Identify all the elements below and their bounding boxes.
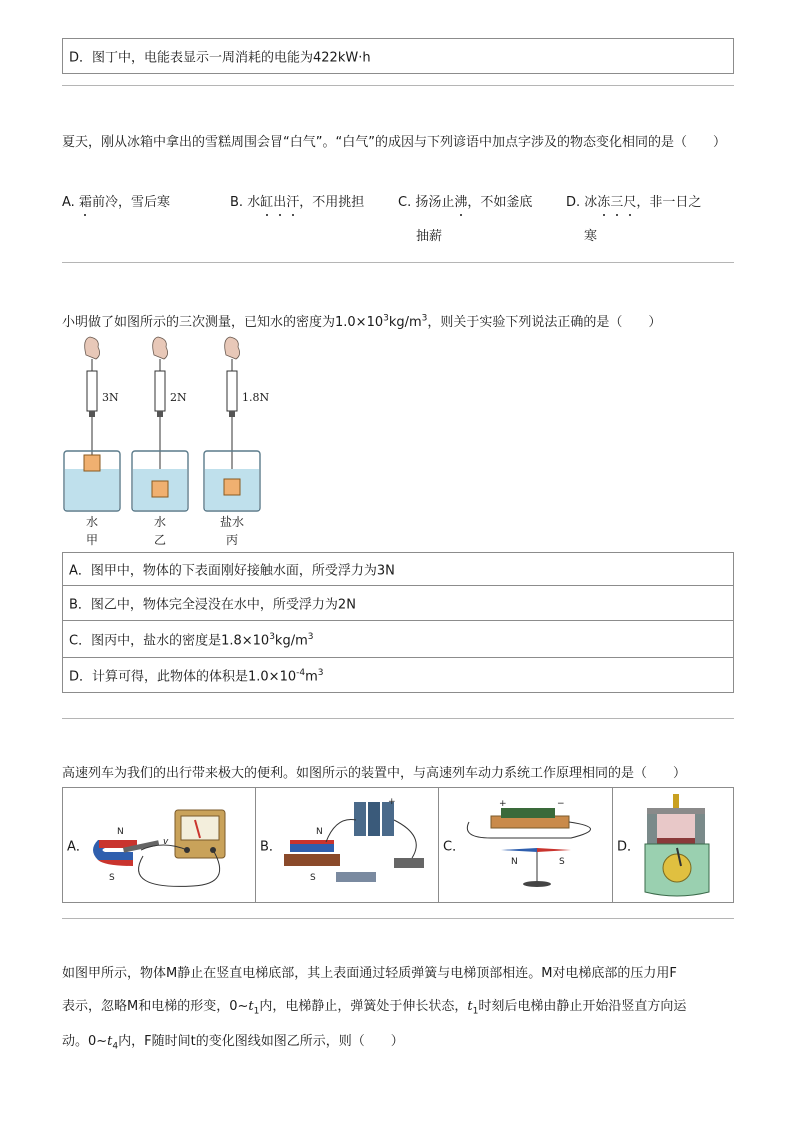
magnet-ammeter-icon [83, 800, 253, 894]
scale-reading: 1.8N [242, 391, 270, 404]
divider [62, 918, 734, 919]
prev-option-d: D．图丁中，电能表显示一周消耗的电能为422kW·h [69, 50, 371, 66]
option-text: 扬汤止 [415, 195, 455, 210]
option-text: A．图甲中，物体的下表面刚好接触水面，所受浮力为3N [69, 563, 395, 579]
q2-options-table [62, 552, 734, 693]
divider [62, 718, 734, 719]
q1-option-c[interactable] [398, 191, 532, 210]
q4-line1: 如图甲所示，物体M静止在竖直电梯底部，其上表面通过轻质弹簧与电梯顶部相连。M对电梯底部的压力用F [62, 966, 677, 981]
q3-mark-s: S [109, 873, 115, 883]
q3-mark-plus: + [499, 799, 507, 809]
dotted-char: 汗 [286, 191, 299, 210]
q1-option-b[interactable] [230, 191, 364, 210]
scale-reading: 2N [170, 391, 187, 404]
scale-body [155, 371, 165, 411]
dotted-char: 冻 [597, 191, 610, 210]
hand-icon [153, 337, 168, 359]
liquid-label: 盐水 [219, 515, 245, 529]
q3-stem: 高速列车为我们的出行带来极大的便利。如图所示的装置中，与高速列车动力系统工作原理相同的是（ ） [62, 766, 687, 781]
q1-option-d[interactable] [566, 191, 701, 210]
q3-mark-n: N [316, 827, 323, 837]
q3-mark-n: N [117, 827, 124, 837]
dotted-char: 三 [610, 191, 623, 210]
cube [152, 481, 168, 497]
prev-option-d-box [62, 38, 734, 74]
divider [62, 85, 734, 86]
option-prefix: D. [566, 195, 585, 210]
q2-option-d[interactable] [62, 657, 734, 693]
q3-mark-n: N [511, 857, 518, 867]
option-text: 前冷，雪后寒 [91, 195, 170, 210]
dotted-char: 尺 [623, 191, 636, 210]
scale-body [227, 371, 237, 411]
dotted-char: 缸 [260, 191, 273, 210]
q3-mark-plus: + [388, 797, 396, 807]
q3-mark-minus: − [557, 799, 565, 809]
q4-line3: 动。$0\sim t_4$内，F随时间t的变化图线如图乙所示，则（ ） [62, 1034, 404, 1052]
scale-reading: 3N [102, 391, 119, 404]
option-prefix: C. [398, 195, 416, 210]
dotted-char: 霜 [79, 191, 92, 210]
liquid-label: 水 [153, 515, 167, 529]
q2-option-c[interactable] [62, 620, 734, 658]
cube [224, 479, 240, 495]
q3-mark-v: v [163, 837, 169, 847]
q2-stem: 小明做了如图所示的三次测量，已知水的密度为$1.0\times 10^3kg/m^3$，则关于实验下列说法正确的是（ ） [62, 313, 662, 330]
q3-option-b[interactable]: B． N S + [256, 788, 439, 902]
engine-cylinder-icon [637, 792, 717, 900]
q2-option-b[interactable] [62, 585, 734, 621]
q3-option-a[interactable]: A． N S v [63, 788, 256, 902]
option-text: ，不用挑担 [299, 195, 365, 210]
option-prefix: B. [230, 195, 248, 210]
option-text: D．计算可得，此物体的体积是$1.0\times 10^{-4}m^3$ [69, 668, 324, 685]
hand-icon [225, 337, 240, 359]
hand-icon [85, 337, 100, 359]
q1-option-c-cont: 抽薪 [416, 229, 443, 244]
liquid-label: 水 [85, 515, 99, 529]
cube [84, 455, 100, 471]
figure-label: 丙 [225, 533, 239, 547]
scale-base [89, 411, 95, 417]
option-text: 冰 [584, 195, 598, 210]
option-text: C．图丙中，盐水的密度是$1.8\times 10^3kg/m^3$ [69, 632, 314, 649]
q3-options-grid [62, 787, 734, 903]
battery-motor-icon [276, 796, 436, 896]
figure-label: 乙 [153, 533, 167, 547]
scale-body [87, 371, 97, 411]
figure-label: 甲 [85, 533, 99, 547]
q3-option-d[interactable]: D． [613, 788, 735, 902]
q1-stem: 夏天，刚从冰箱中拿出的雪糕周围会冒“白气”。“白气”的成因与下列谚语中加点字涉及的物态变化相同的是（ ） [62, 135, 726, 150]
q3-mark-s: S [559, 857, 565, 867]
option-text: ，不如釜底 [467, 195, 533, 210]
dotted-char: 沸 [454, 191, 467, 210]
q1-option-d-cont: 寒 [584, 229, 598, 244]
option-prefix: A. [62, 195, 79, 210]
option-text: 水 [247, 195, 261, 210]
q4-line2: 表示，忽略M和电梯的形变，$0\sim t_1$内，电梯静止，弹簧处于伸长状态，$t_1$时刻后电梯由静止开始沿竖直方向运 [62, 999, 687, 1017]
liquid [65, 469, 119, 510]
divider [62, 262, 734, 263]
q1-option-a[interactable] [62, 191, 170, 210]
q3-option-c[interactable]: C． N S + − [439, 788, 613, 902]
option-text: ，非一日之 [636, 195, 702, 210]
dotted-char: 出 [273, 191, 286, 210]
scale-base [229, 411, 235, 417]
q2-option-a[interactable] [62, 552, 734, 586]
q3-mark-s: S [310, 873, 316, 883]
option-text: B．图乙中，物体完全浸没在水中，所受浮力为2N [69, 597, 356, 613]
scale-base [157, 411, 163, 417]
battery-compass-icon [461, 798, 611, 894]
spring-scale-figure [60, 333, 280, 555]
